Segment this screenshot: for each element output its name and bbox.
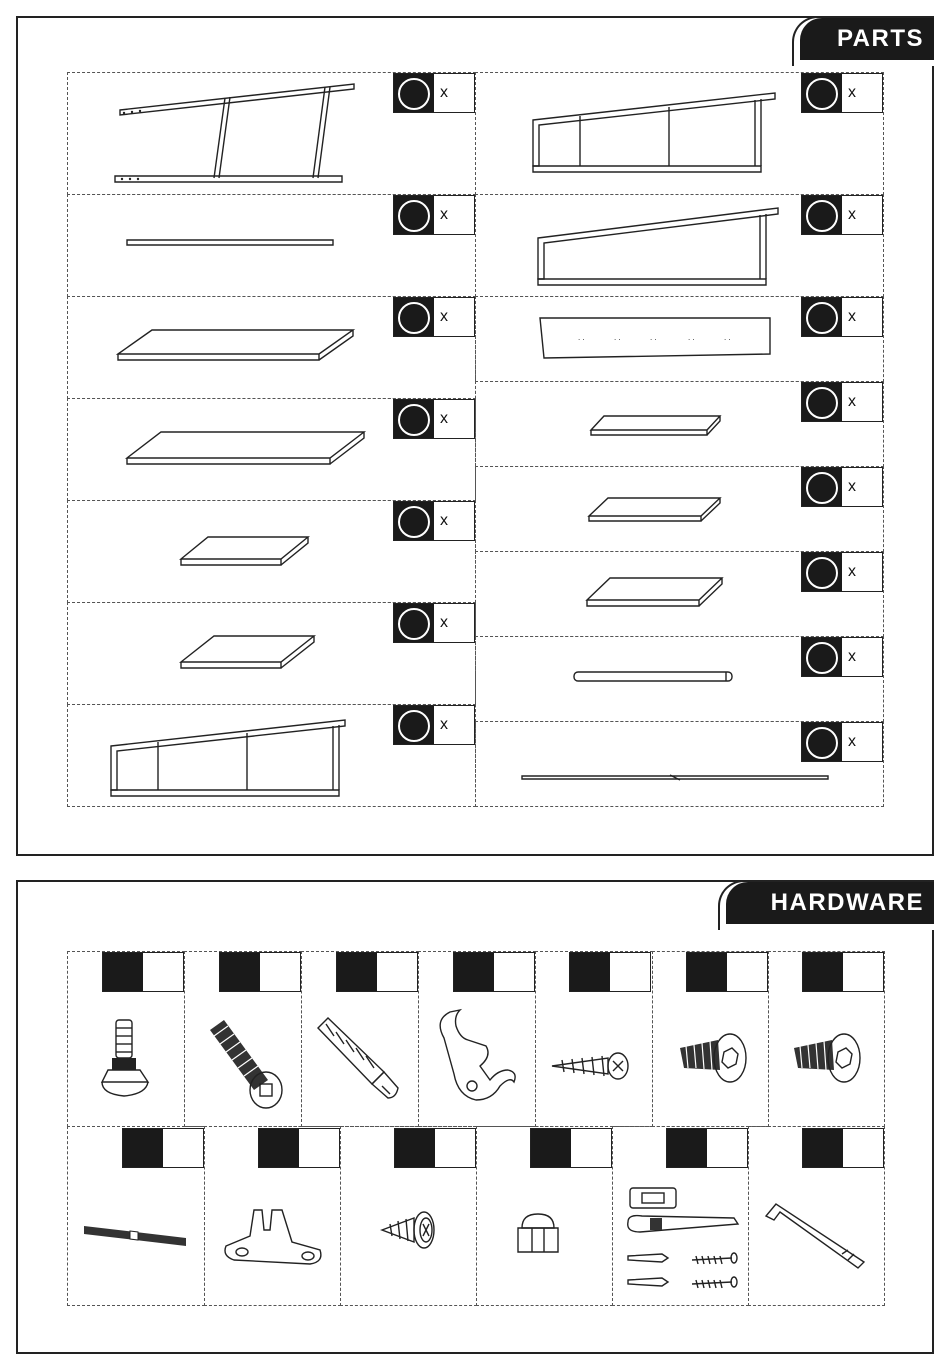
circle-icon <box>398 302 430 334</box>
part-label <box>393 501 475 541</box>
quantity-label: x <box>848 308 856 325</box>
quantity-label: x <box>848 206 856 223</box>
circle-icon <box>398 404 430 436</box>
part-label <box>393 195 475 235</box>
quantity-label: x <box>848 563 856 580</box>
part-label <box>801 637 883 677</box>
part-label <box>801 382 883 422</box>
panel-icon <box>178 535 312 569</box>
circle-icon <box>806 472 838 504</box>
bracket-clip-icon <box>220 1206 328 1270</box>
shelf-icon <box>588 414 724 440</box>
hardware-label <box>530 1128 612 1168</box>
part-label <box>801 73 883 113</box>
hardware-label <box>686 952 768 992</box>
hardware-label <box>802 1128 884 1168</box>
svg-text:. .: . . <box>614 333 621 342</box>
part-label <box>801 195 883 235</box>
quantity-label: x <box>440 84 448 101</box>
quantity-label: x <box>848 393 856 410</box>
hardware-label <box>219 952 301 992</box>
quantity-label: x <box>848 733 856 750</box>
quantity-label: x <box>440 206 448 223</box>
parts-title: PARTS <box>800 18 934 60</box>
circle-icon <box>806 200 838 232</box>
hardware-label <box>394 1128 476 1168</box>
double-hook-icon <box>430 1004 520 1114</box>
circle-icon <box>806 557 838 589</box>
tube-icon <box>572 670 736 684</box>
hardware-label <box>122 1128 204 1168</box>
svg-text:. .: . . <box>724 333 731 342</box>
panel-icon <box>178 634 318 672</box>
panel-icon <box>115 328 357 364</box>
part-label <box>393 603 475 643</box>
shelf-icon <box>586 496 724 526</box>
circle-icon <box>806 642 838 674</box>
part-label <box>801 297 883 337</box>
cap-nut-icon <box>512 1210 564 1260</box>
circle-icon <box>806 302 838 334</box>
hardware-label <box>666 1128 748 1168</box>
frame-icon <box>103 716 353 798</box>
circle-icon <box>398 200 430 232</box>
screw-icon <box>548 1050 632 1082</box>
allen-key-icon <box>762 1198 872 1274</box>
quantity-label: x <box>440 614 448 631</box>
bolt-icon <box>202 1018 286 1110</box>
quantity-label: x <box>848 648 856 665</box>
frame-icon <box>525 90 780 174</box>
frame-with-legs-icon <box>110 82 360 187</box>
part-label <box>801 467 883 507</box>
part-label <box>801 552 883 592</box>
quantity-label: x <box>440 308 448 325</box>
quantity-label: x <box>848 84 856 101</box>
quantity-label: x <box>848 478 856 495</box>
svg-text:. .: . . <box>650 333 657 342</box>
hardware-label <box>802 952 884 992</box>
back-panel-icon <box>538 316 774 362</box>
hardware-title: HARDWARE <box>726 882 934 924</box>
part-label <box>801 722 883 762</box>
part-label <box>393 399 475 439</box>
washer-screw-icon <box>380 1208 440 1250</box>
hex-bolt-icon <box>676 1030 750 1088</box>
frame-icon <box>530 205 782 287</box>
part-label <box>393 297 475 337</box>
panel-icon <box>124 430 368 468</box>
shelf-icon <box>584 576 726 610</box>
circle-icon <box>398 78 430 110</box>
hardware-label <box>336 952 418 992</box>
hardware-label <box>102 952 184 992</box>
quantity-label: x <box>440 410 448 427</box>
wall-kit-icon <box>622 1184 744 1304</box>
part-label <box>393 73 475 113</box>
threaded-rod-icon <box>82 1220 190 1250</box>
circle-icon <box>398 608 430 640</box>
circle-icon <box>806 727 838 759</box>
quantity-label: x <box>440 716 448 733</box>
hardware-label <box>258 1128 340 1168</box>
quantity-label: x <box>440 512 448 529</box>
circle-icon <box>806 387 838 419</box>
hardware-label <box>453 952 535 992</box>
svg-text:. .: . . <box>688 333 695 342</box>
wall-anchor-icon <box>312 1014 406 1104</box>
svg-text:. .: . . <box>578 333 585 342</box>
rod-icon <box>520 773 832 781</box>
circle-icon <box>398 506 430 538</box>
bar-icon <box>125 238 337 248</box>
leveling-foot-icon <box>96 1018 154 1100</box>
circle-icon <box>806 78 838 110</box>
circle-icon <box>398 710 430 742</box>
hex-bolt-icon <box>790 1030 864 1088</box>
hardware-label <box>569 952 651 992</box>
part-label <box>393 705 475 745</box>
